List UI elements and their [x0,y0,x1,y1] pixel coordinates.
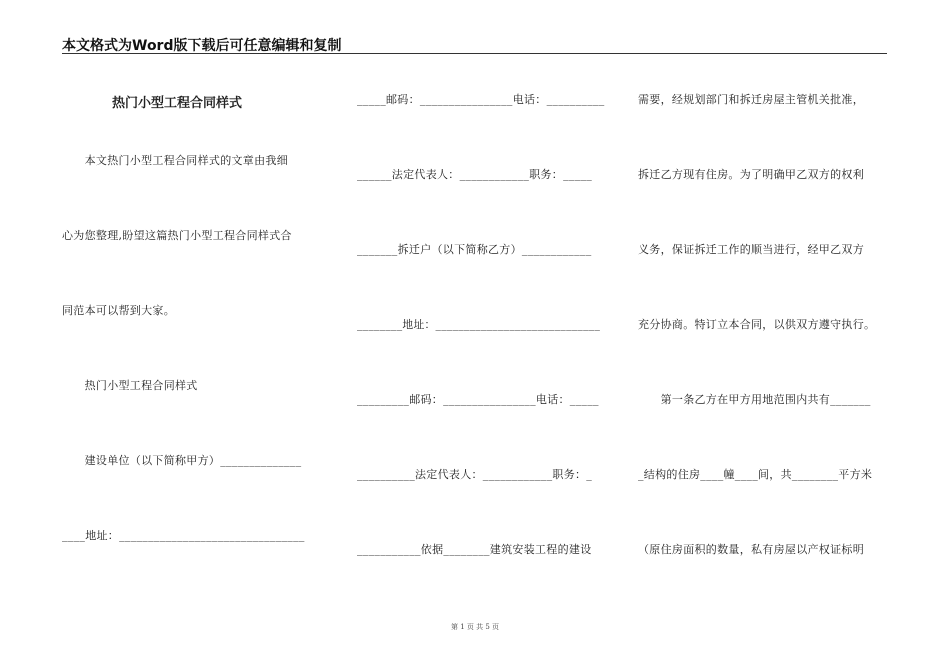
page-number: 第 1 页 共 5 页 [450,623,500,631]
column-3-line-5: 第一条乙方在甲方用地范围内共有_______ [638,393,871,406]
column-2-line-6: __________法定代表人：____________职务：_ [357,468,593,481]
column-3-line-2: 拆迁乙方现有住房。为了明确甲乙双方的权利 [638,168,864,181]
column-2-line-7: ___________依据________建筑安装工程的建设 [357,543,592,556]
column-3-line-4: 充分协商。特订立本合同，以供双方遵守执行。 [638,318,876,331]
column-2-line-3: _______拆迁户（以下简称乙方）____________ [357,243,592,256]
column-3-line-7: （原住房面积的数量，私有房屋以产权证标明 [638,543,864,556]
column-1-line-4: 热门小型工程合同样式 [62,379,198,392]
column-3-line-1: 需要，经规划部门和拆迁房屋主管机关批准， [638,93,864,106]
column-1-line-2: 心为您整理,盼望这篇热门小型工程合同样式合 [62,229,292,242]
column-2-line-1: _____邮码：________________电话：__________ [357,93,605,106]
column-2-line-4: ________地址：_____________________________ [357,318,601,331]
column-1-line-6: ____地址：________________________________ [62,529,305,542]
document-header-title: 本文格式为Word版下载后可任意编辑和复制 [62,38,342,54]
column-1-line-3: 同范本可以帮到大家。 [62,304,175,317]
column-2-line-5: _________邮码：________________电话：_____ [357,393,599,406]
contract-title: 热门小型工程合同样式 [112,96,243,111]
column-2-line-2: ______法定代表人：____________职务：_____ [357,168,593,181]
column-1-line-5: 建设单位（以下简称甲方）______________ [62,454,302,467]
column-3-line-6: _结构的住房____幢____间，共________平方米 [638,468,873,481]
header-divider [62,53,887,54]
column-1-line-1: 本文热门小型工程合同样式的文章由我细 [62,154,288,167]
column-3-line-3: 义务，保证拆迁工作的顺当进行，经甲乙双方 [638,243,864,256]
